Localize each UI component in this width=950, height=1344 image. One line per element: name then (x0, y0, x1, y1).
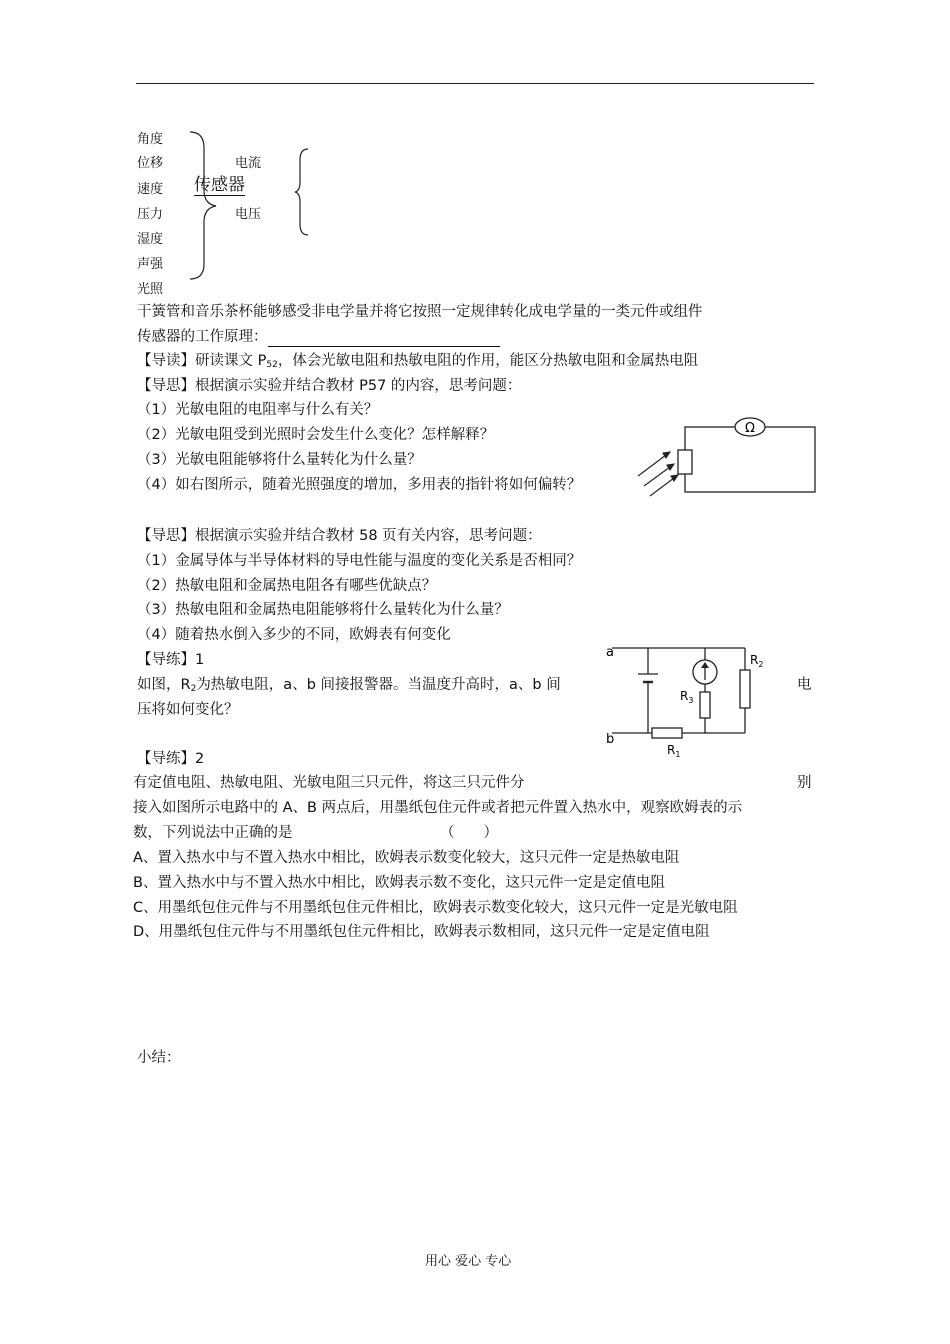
resistor-r2-icon (740, 670, 750, 708)
output-item: 电流 (235, 156, 262, 171)
right-brace-icon (186, 128, 226, 283)
daolian2-line1: 有定值电阻、热敏电阻、光敏电阻三只元件，将这三只元件分 (133, 775, 525, 791)
daosi2-item: （2）热敏电阻和金属热电阻各有哪些优缺点？ (137, 578, 437, 594)
daolian1-line2: 压将如何变化？ (137, 702, 239, 718)
daosi1-item: （1）光敏电阻的电阻率与什么有关？ (137, 402, 379, 418)
daosi2-item: （3）热敏电阻和金属热电阻能够将什么量转化为什么量？ (137, 602, 509, 618)
quantity-item: 速度 (137, 182, 164, 197)
principle-blank[interactable] (268, 334, 500, 347)
r3-label: $R_3$ (680, 689, 694, 705)
daosi1-title: 【导思】根据演示实验并结合教材 P57 的内容，思考问题： (137, 378, 522, 394)
option-d: D、用墨纸包住元件与不用墨纸包住元件相比，欧姆表示数相同，这只元件一定是定值电阻 (133, 924, 710, 940)
daolian1-line1 (137, 675, 561, 699)
daolian2-line2: 接入如图所示电路中的 A、B 两点后，用墨纸包住元件或者把元件置入热水中，观察欧姆表的示 (133, 800, 743, 816)
circuit-wire (685, 427, 815, 492)
r2-label: $R_2$ (750, 653, 764, 669)
resistor-r1-icon (652, 728, 682, 738)
light-arrows-icon (638, 452, 678, 496)
quantity-item: 湿度 (137, 232, 164, 247)
page-footer: 用心 爱心 专心 (425, 1254, 512, 1269)
resistor-r3-icon (700, 692, 710, 718)
definition-text: 干簧管和音乐茶杯能够感受非电学量并将它按照一定规律转化成电学量的一类元件或组件 (137, 304, 703, 320)
quantity-item: 光照 (137, 282, 164, 297)
daolian1-text: 为热敏电阻，a、b 间接报警器。当温度升高时，a、b 间 (196, 677, 561, 693)
daodu-subscript: 52 (266, 360, 278, 370)
terminal-a-label: a (606, 645, 614, 660)
summary-label: 小结： (137, 1050, 181, 1066)
principle-label: 传感器的工作原理： (137, 329, 268, 345)
daolian1-subscript: 2 (190, 684, 197, 694)
daosi1-item: （2）光敏电阻受到光照时会发生什么变化？怎样解释？ (137, 427, 495, 443)
r1-label: $R_1$ (667, 743, 681, 759)
option-a: A、置入热水中与不置入热水中相比，欧姆表示数变化较大，这只元件一定是热敏电阻 (133, 850, 680, 866)
circuit-wire (612, 648, 745, 733)
left-brace-icon (294, 146, 314, 238)
daosi2-title: 【导思】根据演示实验并结合教材 58 页有关内容，思考问题： (137, 528, 542, 544)
terminal-b-label: b (606, 732, 615, 747)
header-rule (136, 83, 814, 84)
daosi2-item: （4）随着热水倒入多少的不同，欧姆表有何变化 (137, 627, 451, 643)
quantity-item: 位移 (137, 156, 164, 171)
quantity-item: 压力 (137, 207, 164, 222)
daolian2-title: 【导练】2 (137, 751, 205, 767)
option-c: C、用墨纸包住元件与不用墨纸包住元件相比，欧姆表示数变化较大，这只元件一定是光敏电阻 (133, 900, 738, 916)
daosi1-item: （4）如右图所示，随着光照强度的增加，多用表的指针将如何偏转？ (137, 477, 582, 493)
ohmmeter-symbol: Ω (745, 421, 755, 436)
option-b: B、置入热水中与不置入热水中相比，欧姆表示数不变化，这只元件一定是定值电阻 (133, 875, 665, 891)
quantity-item: 角度 (137, 132, 164, 147)
sensor-label: 传感器 (194, 175, 245, 195)
daolian1-text: 如图，R (137, 677, 191, 693)
photoresistor-circuit (630, 412, 820, 498)
daolian1-line1-end: 电 (797, 677, 812, 693)
principle-line (137, 327, 500, 347)
output-item: 电压 (235, 207, 262, 222)
daolian2-line1-end: 别 (797, 775, 812, 791)
daodu-suffix: ，体会光敏电阻和热敏电阻的作用，能区分热敏电阻和金属热电阻 (277, 353, 699, 369)
daosi2-item: （1）金属导体与半导体材料的导电性能与温度的变化关系是否相同？ (137, 553, 582, 569)
thermistor-circuit (600, 640, 780, 762)
daodu-prefix: 【导读】研读课文 P (137, 353, 267, 369)
daosi1-item: （3）光敏电阻能够将什么量转化为什么量？ (137, 452, 422, 468)
photoresistor-icon (678, 450, 692, 474)
daolian2-line3: 数，下列说法中正确的是 (133, 825, 293, 841)
answer-paren[interactable]: （ ） (440, 825, 498, 841)
quantity-item: 声强 (137, 257, 164, 272)
daolian1-title: 【导练】1 (137, 652, 205, 668)
daodu-line (137, 351, 698, 375)
